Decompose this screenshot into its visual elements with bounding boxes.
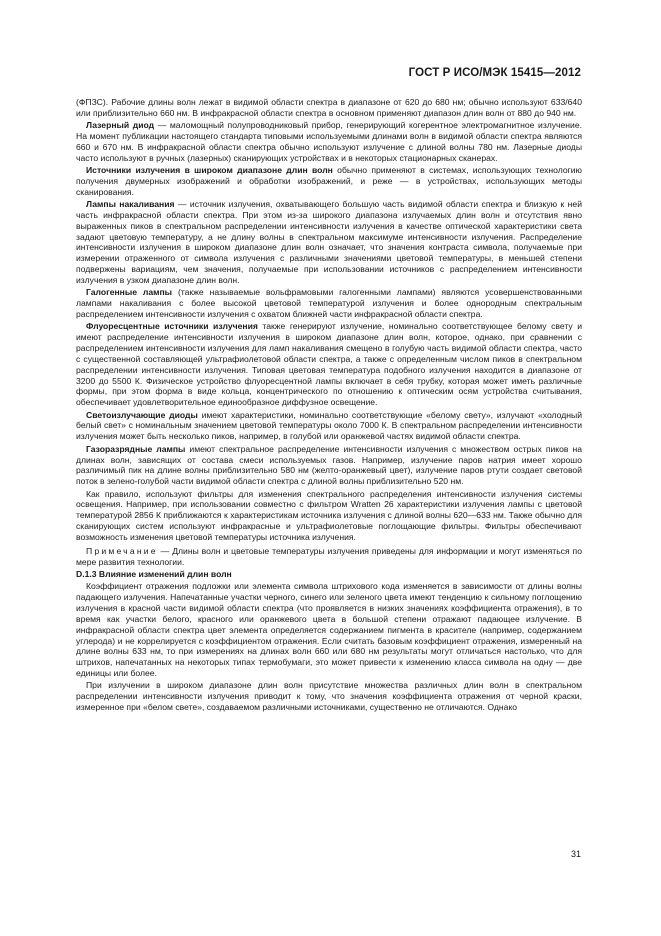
text-halogen-lamps: (также называемые вольфрамовыми галогенными лампами) являются усовершенствованными лампами накаливания с более высокой цветовой температурой излучения и более однородным спектральным распределением интенсивности излучения с охватом ближней части инфракрасной области спектра.: [76, 287, 582, 320]
paragraph-broadband-reflectance: При излучении в широком диапазоне длин волн присутствие множества различных длин волн в спектральном распределении интенсивности излучения приводит к тому, что значения коэффициента отражения от черной краски, измеренное при «белом свете», создаваемом различными источниками, существенно не отличаются. Однако: [76, 680, 582, 713]
paragraph-gas-discharge-lamps: [76, 444, 582, 487]
paragraph-leds: [76, 410, 582, 443]
term-fluorescent-sources: Флуоресцентные источники излучения: [86, 321, 258, 332]
term-laser-diode: Лазерный диод: [86, 120, 155, 131]
page-body: [76, 97, 582, 714]
note-label: Примечание: [86, 545, 158, 556]
term-leds: Светоизлучающие диоды: [86, 409, 198, 420]
paragraph-ccd-wavelengths: (ФПЗС). Рабочие длины волн лежат в видимой области спектра в диапазоне от 620 до 680 нм; обычно используют 633/640 или приблизительно 660 нм. В инфракрасной области спектра в основном применяют диапазон длин волн от 880 до 940 нм.: [76, 97, 582, 118]
paragraph-halogen-lamps: [76, 287, 582, 320]
term-incandescent-lamps: Лампы накаливания: [86, 199, 175, 210]
term-gas-discharge-lamps: Газоразрядные лампы: [86, 443, 186, 454]
text-incandescent-lamps: — источник излучения, охватывающего большую часть видимой области спектра и близкую к ней часть инфракрасной области спектра. При этом из-за широкого диапазона излучаемых длин волн и отсутствия явно выраженных пиков в спектральном распределении интенсивности излучения в качестве оптической характеристики света задают цветовую температуру, а не длину волны в спектральном максимуме интенсивности излучения. Распределение интенсивности излучения в широком диапазоне длин волн означает, что значения контраста символа, получаемые при измерении отраженного от символа излучения с различными значениями цветовой температуры, в меньшей степени подвержены вариациям, чем значения, получаемые при использовании источников с распределением интенсивности излучения в узком диапазоне длин волн.: [76, 199, 583, 285]
term-halogen-lamps: Галогенные лампы: [86, 287, 173, 298]
section-heading-d-1-3: D.1.3 Влияние изменений длин волн: [76, 568, 232, 579]
note-text: — Длины волн и цветовые температуры излучения приведены для информации и могут изменяться по мере развития технологии.: [76, 545, 582, 567]
text-fluorescent-sources: также генерируют излучение, номинально соответствующее белому свету и имеют распределение интенсивности излучения в широком диапазоне длин волн, которое, однако, при сравнении с распределением интенсивности излучения для ламп накаливания смещено в голубую часть видимой области спектра, часто с существенной составляющей ультрафиолетовой области спектра, а также с определенным числом пиков в спектральном распределении интенсивности излучения. Типовая цветовая температура подобного излучения находится в диапазоне от 3200 до 5500 К. Физическое устройство флуоресцентной лампы включает в себя трубку, которая может иметь различные формы, при этом форма в виде кольца, концентрического по отношению к оптическим осям устройства считывания, обеспечивает удовлетворительное единообразное диффузное освещение.: [76, 321, 582, 408]
paragraph-filters: Как правило, используют фильтры для изменения спектрального распределения интенсивности излучения системы освещения. Например, при использовании совместно с фильтром Wratten 26 характеристики излучения лампы с цветовой температурой 2856 К приближаются к характеристикам источника излучения с длиной волны 620—633 нм. Также обычно для сканирующих систем используют инфракрасные и ультрафиолетовые поглощающие фильтры. Фильтры обеспечивают возможность изменения цветовой температуры источника излучения.: [76, 488, 582, 542]
paragraph-fluorescent-sources: [76, 321, 582, 408]
text-laser-diode: — маломощный полупроводниковый прибор, генерирующий когерентное электромагнитное излучение. На момент публикации настоящего стандарта типовыми используемыми длинами волн в видимой области спектра являются 660 и 670 нм. В инфракрасной области спектра обычно используют излучение с длиной волны 780 нм. Лазерные диоды часто используют в ручных (лазерных) сканирующих устройствах и в некоторых стационарных сканерах.: [76, 120, 582, 163]
page-header-title: ГОСТ Р ИСО/МЭК 15415—2012: [408, 67, 581, 79]
term-broadband-sources: Источники излучения в широком диапазоне длин волн: [86, 165, 333, 176]
paragraph-broadband-sources: [76, 165, 582, 198]
page-number: 31: [570, 849, 581, 859]
paragraph-incandescent-lamps: [76, 199, 582, 286]
text-leds: имеют характеристики, номинально соответствующие «белому свету», излучают «холодный белый свет» с номинальным значением цветовой температуры около 7000 К. В спектральном распределении интенсивности излучения может быть несколько пиков, например, в голубой или оранжевой частях видимой области спектра.: [76, 409, 582, 442]
text-gas-discharge-lamps: имеют спектральное распределение интенсивности излучения с множеством острых пиков на длинах волн, зависящих от состава смеси используемых газов. Например, излучение паров натрия имеет хорошо различимый пик на длине волны приблизительно 580 нм (желто-оранжевый цвет), излучение паров ртути создает световой поток в зелено-голубой части видимой области спектра с длиной волны приблизительно 520 нм.: [76, 443, 582, 487]
paragraph-laser-diode: [76, 120, 582, 163]
note-paragraph: [76, 546, 582, 568]
paragraph-reflectance-wavelength: Коэффициент отражения подложки или элемента символа штрихового кода изменяется в зависимости от длины волны падающего излучения. Напечатанные участки черного, синего или зеленого цвета имеют тенденцию к сильному поглощению излучения в красной части видимой области спектра (что проявляется в низких значениях коэффициента отражения), в то время как участки белого, красного или оранжевого цвета в большой степени отражают падающее излучение. В инфракрасной области спектра цвет элемента определяется содержанием пигмента в красителе (например, содержанием углерода) и не коррелируется с коэффициентом отражения. Если считать базовым коэффициент отражения, измеренный на длине волны 633 нм, то при измерениях на длинах волн 660 или 680 нм результаты могут отличаться настолько, что для штрихов, напечатанных на некоторых типах термобумаги, это может привести к изменению класса символа на одну — две единицы или более.: [76, 581, 582, 679]
text-broadband-sources: обычно применяют в системах, использующих технологию получения двумерных изображений и обработки изображений, и реже — в устройствах, использующих методы сканирования.: [76, 165, 582, 197]
